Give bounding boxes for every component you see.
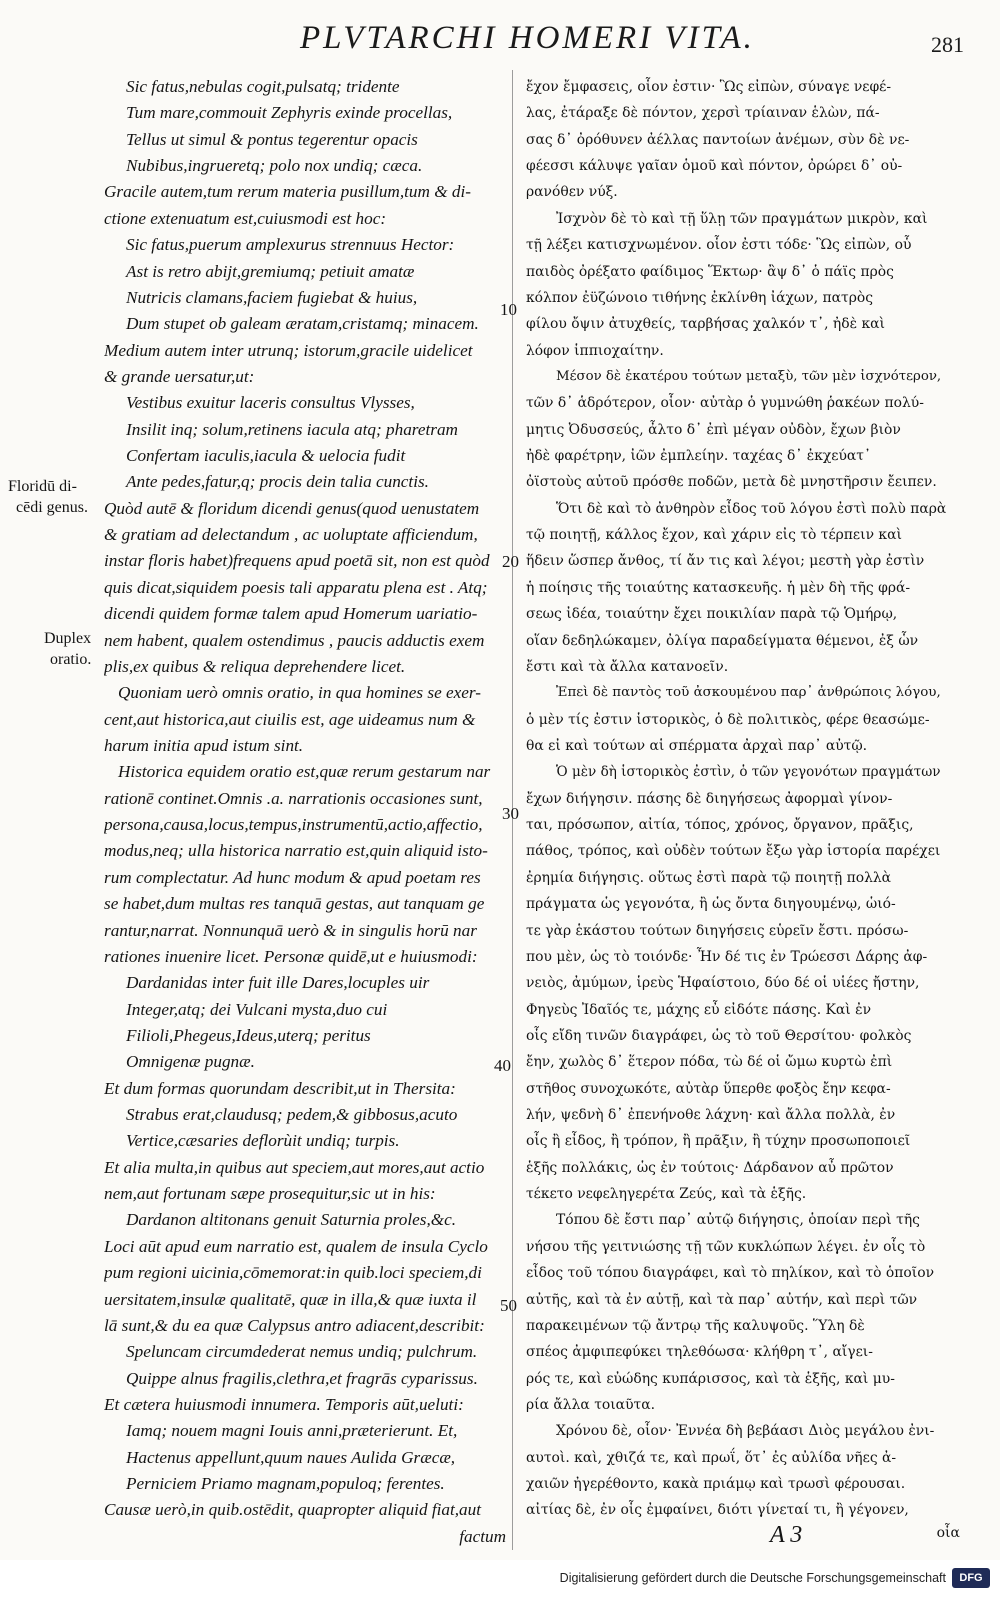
greek-line: Τόπου δὲ ἔστι παρ᾽ αὐτῷ διήγησις, ὁποίαν περὶ τῆς	[556, 1212, 920, 1229]
latin-line: Speluncam circumdederat nemus undiq; pulchrum.	[126, 1342, 478, 1362]
latin-line: Et cætera huiusmodi innumera. Temporis aūt,ueluti:	[104, 1394, 464, 1414]
line-number: 40	[494, 1056, 511, 1075]
latin-line: Perniciem Priamo magnam,populoq; ferentes.	[126, 1474, 445, 1494]
greek-line: θα εἰ καὶ τούτων αἱ σπέρματα ἀρχαὶ παρ᾽ αὐτῷ.	[526, 737, 868, 754]
greek-column	[526, 74, 948, 1524]
latin-line: Quoniam uerò omnis oratio, in qua homines se exer-	[118, 683, 481, 703]
latin-line: ctione extenuatum est,cuiusmodi est hoc:	[104, 208, 387, 228]
latin-line: rationes inuenire licet. Personæ quidē,ut e huiusmodi:	[104, 946, 478, 966]
latin-line: Sic fatus,puerum amplexurus strennuus Hector:	[126, 235, 455, 255]
greek-line: εἶδος τοῦ τόπου διαγράφει, καὶ τὸ πηλίκον, καὶ τὸ ὁποῖον	[526, 1265, 935, 1282]
latin-line: rum complectatur. Ad hunc modum & apud poetam res	[104, 867, 481, 887]
greek-line: μητις Ὀδυσσεύς, ἆλτο δ᾽ ἐπὶ μέγαν οὐδὸν, ἔχων βιὸν	[526, 421, 901, 438]
margin-note-line: Floridū di-	[8, 478, 77, 495]
latin-line: Strabus erat,claudusq; pedem,& gibbosus,acuto	[126, 1105, 458, 1125]
greek-line: ἠδὲ φαρέτρην, ἰῶν ἐμπλείην. ταχέας δ᾽ ἐκχεύατ᾽	[526, 448, 871, 465]
greek-line: ὁ μὲν τίς ἐστιν ἱστορικὸς, ὁ δὲ πολιτικὸς, φέρε θεασώμε-	[526, 711, 930, 728]
line-number: 50	[500, 1296, 517, 1315]
latin-line: Quòd autē & floridum dicendi genus(quod uenustatem	[104, 498, 480, 518]
latin-line: Nutricis clamans,faciem fugiebat & huius,	[126, 287, 418, 307]
latin-line: Ast is retro abijt,gremiumq; petiuit amatæ	[126, 261, 415, 281]
dfg-logo: DFG	[952, 1568, 990, 1588]
greek-line: Μέσον δὲ ἑκατέρου τούτων μεταξὺ, τῶν μὲν ἰσχνότερον,	[556, 368, 942, 384]
latin-line: Vestibus exuitur laceris consultus Vlysses,	[126, 393, 415, 413]
folio-number: 281	[931, 32, 964, 57]
greek-line: Ἐπεὶ δὲ παντὸς τοῦ ἀσκουμένου παρ᾽ ἀνθρώποις λόγου,	[556, 685, 941, 701]
latin-line: & gratiam ad delectandum , ac uoluptate afficiendum,	[104, 525, 478, 545]
latin-line: Filioli,Phegeus,Ideus,uterq; peritus	[126, 1025, 371, 1045]
latin-line: nem,aut fortunam sæpe prosequitur,sic ut in his:	[104, 1184, 436, 1204]
greek-line: ἔστι καὶ τὰ ἄλλα κατανοεῖν.	[526, 658, 729, 675]
latin-line: Et alia multa,in quibus aut speciem,aut mores,aut actio	[104, 1157, 485, 1177]
latin-line: modus,neq; ulla historica narratio est,quin aliquid isto-	[104, 841, 488, 861]
latin-line: plis,ex quibus & reliqua deprehendere licet.	[104, 656, 406, 676]
latin-line: Quippe alnus fragilis,clethra,et fragrās cyparissus.	[126, 1368, 478, 1388]
greek-line: πάθος, τρόπος, καὶ οὐδὲν τούτων ἔξω γὰρ ἱστορία παρέχει	[526, 843, 941, 860]
latin-line: Iamq; nouem magni Iouis anni,præterierunt. Et,	[126, 1421, 458, 1441]
latin-line: pum regioni uicinia,cōmemorat:in quib.loci speciem,di	[104, 1263, 482, 1283]
greek-line: παιδὸς ὀρέξατο φαίδιμος Ἕκτωρ· ἂψ δ᾽ ὁ πάϊς πρὸς	[526, 263, 894, 280]
greek-line: οἷς εἴδη τινῶν διαγράφει, ὡς τὸ τοῦ Θερσίτου· φολκὸς	[526, 1027, 912, 1044]
latin-line: Nubibus,ingrueretq; polo nox undiq; cæca.	[126, 156, 423, 176]
latin-line: Dardanidas inter fuit ille Dares,locuples uir	[126, 973, 430, 993]
latin-line: Vertice,cæsaries deflorùit undiq; turpis.	[126, 1131, 400, 1151]
catchword: οἷα	[936, 1525, 960, 1541]
latin-line: Insilit inq; solum,retinens iacula atq; pharetram	[126, 419, 458, 439]
latin-line: Medium autem inter utrunq; istorum,gracile uidelicet	[104, 340, 473, 360]
margin-note-line: Duplex	[44, 630, 92, 647]
greek-line: ρία ἄλλα τοιαῦτα.	[526, 1396, 655, 1413]
latin-line: Integer,atq; dei Vulcani mysta,duo cui	[126, 999, 388, 1019]
greek-line: σεως ἰδέα, τοιαύτην ἔχει ποικιλίαν παρὰ τῷ Ὁμήρῳ,	[526, 606, 898, 623]
latin-line: Sic fatus,nebulas cogit,pulsatq; tridente	[126, 77, 400, 96]
latin-line: Et dum formas quorundam describit,ut in Thersita:	[104, 1078, 456, 1098]
greek-line: ἔχον ἔμφασεις, οἷον ἐστιν· Ὣς εἰπὼν, σύναγε νεφέ-	[526, 79, 892, 95]
greek-line: τε γὰρ ἑκάστου τούτων διηγήσεις εὑρεῖν ἔστι. πρόσω-	[526, 922, 909, 939]
greek-line: ὀϊστοὺς αὐτοῦ πρόσθε ποδῶν, μετὰ δὲ μνηστῆρσιν ἔειπεν.	[526, 474, 937, 491]
latin-line: cent,aut historica,aut ciuilis est, age uideamus num &	[104, 709, 476, 729]
margin-note-floridum	[8, 476, 88, 518]
greek-line: ἔην, χωλὸς δ᾽ ἕτερον πόδα, τὼ δέ οἱ ὤμω κυρτὼ ἐπὶ	[526, 1054, 893, 1071]
funding-credit: Digitalisierung gefördert durch die Deutsche Forschungsgemeinschaft	[559, 1571, 946, 1585]
latin-line: Hactenus appellunt,quum naues Aulida Græcæ,	[126, 1447, 456, 1467]
latin-line: Ante pedes,fatur,q; procis dein talia cunctis.	[126, 472, 429, 492]
margin-note-duplex	[44, 628, 91, 670]
greek-line: λήν, ψεδνὴ δ᾽ ἐπενήνοθε λάχνη· καὶ ἄλλα πολλὰ, ἐν	[526, 1107, 896, 1124]
greek-line: τῶν δ᾽ ἁδρότερον, οἷον· αὐτὰρ ὁ γυμνώθη ῥακέων πολύ-	[526, 395, 924, 412]
greek-line: σας δ᾽ ὀρόθυνεν ἀέλλας παντοίων ἀνέμων, σὺν δὲ νε-	[526, 131, 910, 148]
signature-mark: A 3	[770, 1522, 803, 1548]
latin-line: Causæ uerò,in quib.ostēdit, quapropter aliquid fiat,aut	[104, 1500, 482, 1520]
greek-line: αὐτῆς, καὶ τὰ ἐν αὐτῇ, καὶ τὰ παρ᾽ αὐτήν, καὶ περὶ τῶν	[526, 1291, 918, 1308]
latin-line: Gracile autem,tum rerum materia pusillum,tum & di-	[104, 182, 471, 202]
greek-line: νειὸς, ἀμύμων, ἱρεὺς Ἡφαίστοιο, δύο δέ οἱ υἱέες ἤστην,	[526, 975, 920, 992]
greek-line: ἑξῆς πολλάκις, ὡς ἐν τούτοις· Δάρδανον αὖ πρῶτον	[526, 1159, 894, 1176]
latin-line: Tellus ut simul & pontus tegerentur opacis	[126, 129, 418, 149]
latin-line: Dardanon altitonans genuit Saturnia proles,&c.	[126, 1210, 457, 1230]
latin-line: factum	[459, 1526, 506, 1546]
footer-bar	[0, 1560, 1000, 1598]
line-number: 20	[502, 552, 519, 571]
latin-line: Confertam iaculis,iacula & uelocia fudit	[126, 446, 406, 466]
line-number: 30	[502, 804, 519, 823]
greek-line: νήσου τῆς γειτνιώσης τῇ τῶν κυκλώπων λέγει. ἐν οἷς τὸ	[526, 1238, 926, 1255]
latin-line: Omnigenæ pugnæ.	[126, 1052, 255, 1072]
greek-line: τῇ λέξει κατισχνωμένον. οἷον ἐστι τόδε· Ὣς εἰπὼν, οὗ	[526, 237, 912, 254]
greek-line: Ὁ μὲν δὴ ἱστορικὸς ἐστὶν, ὁ τῶν γεγονότων πραγμάτων	[556, 764, 941, 781]
greek-line: ρανόθεν νύξ.	[526, 184, 618, 201]
latin-line: harum initia apud istum sint.	[104, 735, 304, 755]
greek-line: σπέος ἀμφιπεφύκει τηλεθόωσα· κλήθρη τ᾽, αἴγει-	[526, 1344, 873, 1361]
greek-line: λόφον ἱππιοχαίτην.	[526, 342, 664, 359]
greek-line: ται, πρόσωπον, αἰτία, τόπος, χρόνος, ὄργανον, πρᾶξις,	[526, 817, 914, 834]
latin-line: dicendi quidem formæ talem apud Homerum uariatio-	[104, 604, 478, 624]
running-title: PLVTARCHI HOMERI VITA.	[300, 20, 755, 56]
greek-line: λας, ἐτάραξε δὲ πόντον, χερσὶ τρίαιναν ἑλὼν, πά-	[526, 105, 880, 122]
latin-line: Dum stupet ob galeam æratam,cristamq; minacem.	[126, 314, 479, 334]
greek-line: ἐρημία διήγησις. οὕτως ἐστὶ παρὰ τῷ ποιητῇ πολλὰ	[526, 869, 892, 886]
latin-line: rationē continet.Omnis .a. narrationis occasiones sunt,	[104, 788, 483, 808]
greek-line: αυτοὶ. καὶ, χθιζά τε, καὶ πρωΐ, ὅτ᾽ ἐς αὐλίδα νῆες ἀ-	[526, 1449, 897, 1466]
greek-line: Φηγεὺς Ἰδαῖός τε, μάχης εὖ εἰδότε πάσης. Καὶ ἐν	[526, 1001, 872, 1018]
latin-line: instar floris habet)frequens apud poetā sit, non est quòd	[104, 551, 490, 571]
latin-line: Historica equidem oratio est,quæ rerum gestarum nar	[118, 762, 491, 782]
latin-line: Tum mare,commouit Zephyris exinde procellas,	[126, 103, 453, 123]
latin-line: rantur,narrat. Nonnunquā uerò & in singulis horū nar	[104, 920, 477, 940]
latin-line: quis dicat,siquidem poesis tali apparatu plena est . Atq;	[104, 577, 488, 597]
latin-line: & grande uersatur,ut:	[104, 366, 255, 386]
greek-line: Ὅτι δὲ καὶ τὸ ἀνθηρὸν εἶδος τοῦ λόγου ἐστὶ πολὺ παρὰ	[556, 500, 947, 517]
greek-line: χαιῶν ἠγερέθοντο, κακὰ πριάμῳ καὶ τρωσὶ φέρουσαι.	[526, 1476, 906, 1493]
greek-line: πράγματα ὡς γεγονότα, ἢ ὡς ὄντα διηγουμένῳ, ὡιό-	[526, 896, 896, 913]
greek-line: κόλπον ἐϋζώνοιο τιθήνης ἐκλίνθη ἰάχων, πατρὸς	[526, 289, 874, 306]
greek-line: ἡ ποίησις τῆς τοιαύτης κατασκευῆς. ἡ μὲν δὴ τῆς φρά-	[526, 579, 911, 596]
greek-line: φίλου ὄψιν ἀτυχθείς, ταρβήσας χαλκόν τ᾽, ἠδὲ καὶ	[526, 316, 885, 333]
greek-line: ρός τε, καὶ εὐώδης κυπάρισσος, καὶ τὰ ἑξῆς, καὶ μυ-	[526, 1370, 895, 1387]
latin-line: lā sunt,& du ea quæ Calypsus antro adiacent,describit:	[104, 1315, 485, 1335]
greek-line: τέκετο νεφεληγερέτα Ζεύς, καὶ τὰ ἑξῆς.	[526, 1186, 807, 1203]
margin-note-line: oratio.	[50, 651, 92, 668]
latin-line: se habet,dum multas res tanquā gestas, aut tanquam ge	[104, 894, 485, 914]
greek-line: που μὲν, ὡς τὸ τοιόνδε· Ἦν δέ τις ἐν Τρώεσσι Δάρης ἀφ-	[526, 948, 928, 965]
latin-line: Loci aūt apud eum narratio est, qualem de insula Cyclo	[104, 1236, 488, 1256]
greek-line: παρακειμένων τῷ ἄντρῳ τῆς καλυψοῦς. Ὕλη δὲ	[526, 1317, 865, 1334]
greek-line: τῷ ποιητῇ, κάλλος ἔχον, καὶ χάριν εἰς τὸ τέρπειν καὶ	[526, 527, 902, 544]
latin-line: uersitatem,insulæ qualitatē, quæ in illa,& quæ iuxta il	[104, 1289, 477, 1309]
greek-line: Ἰσχνὸν δὲ τὸ καὶ τῇ ὕλῃ τῶν πραγμάτων μικρὸν, καὶ	[556, 210, 928, 227]
greek-line: οἵαν δεδηλώκαμεν, ὀλίγα παραδείγματα θέμενοι, ἐξ ὧν	[526, 632, 919, 649]
greek-line: ἥδειν ὥσπερ ἄνθος, τί ἄν τις καὶ λέγοι; μεστὴ γὰρ ἐστὶν	[526, 553, 925, 570]
latin-line: persona,causa,locus,tempus,instrumentū,actio,affectio,	[104, 815, 483, 835]
greek-line: αἰτίας δὲ, ἐν οἷς ἐμφαίνει, διότι γίνεταί τι, ἢ γέγονεν,	[526, 1502, 909, 1519]
greek-line: φέεσσι κάλυψε γαῖαν ὁμοῦ καὶ πόντον, ὀρώρει δ᾽ οὐ-	[526, 158, 903, 175]
latin-line: nem habent, qualem ostendimus , paucis adductis exem	[104, 630, 485, 650]
greek-line: Χρόνου δὲ, οἷον· Ἐννέα δὴ βεβάασι Διὸς μεγάλου ἐνι-	[556, 1423, 935, 1440]
line-number: 10	[500, 300, 517, 319]
greek-line: στῆθος συνοχωκότε, αὐτὰρ ὕπερθε φοξὸς ἔην κεφα-	[526, 1080, 891, 1097]
greek-line: ἔχων διήγησιν. πάσης δὲ διηγήσεως ἀφορμαὶ γίνον-	[526, 790, 893, 807]
margin-note-line: cēdi genus.	[16, 499, 88, 516]
greek-line: οἷς ἢ εἶδος, ἢ τρόπον, ἢ πρᾶξιν, ἢ τύχην προσωποποιεῖ	[526, 1133, 911, 1150]
latin-column	[104, 74, 506, 1550]
